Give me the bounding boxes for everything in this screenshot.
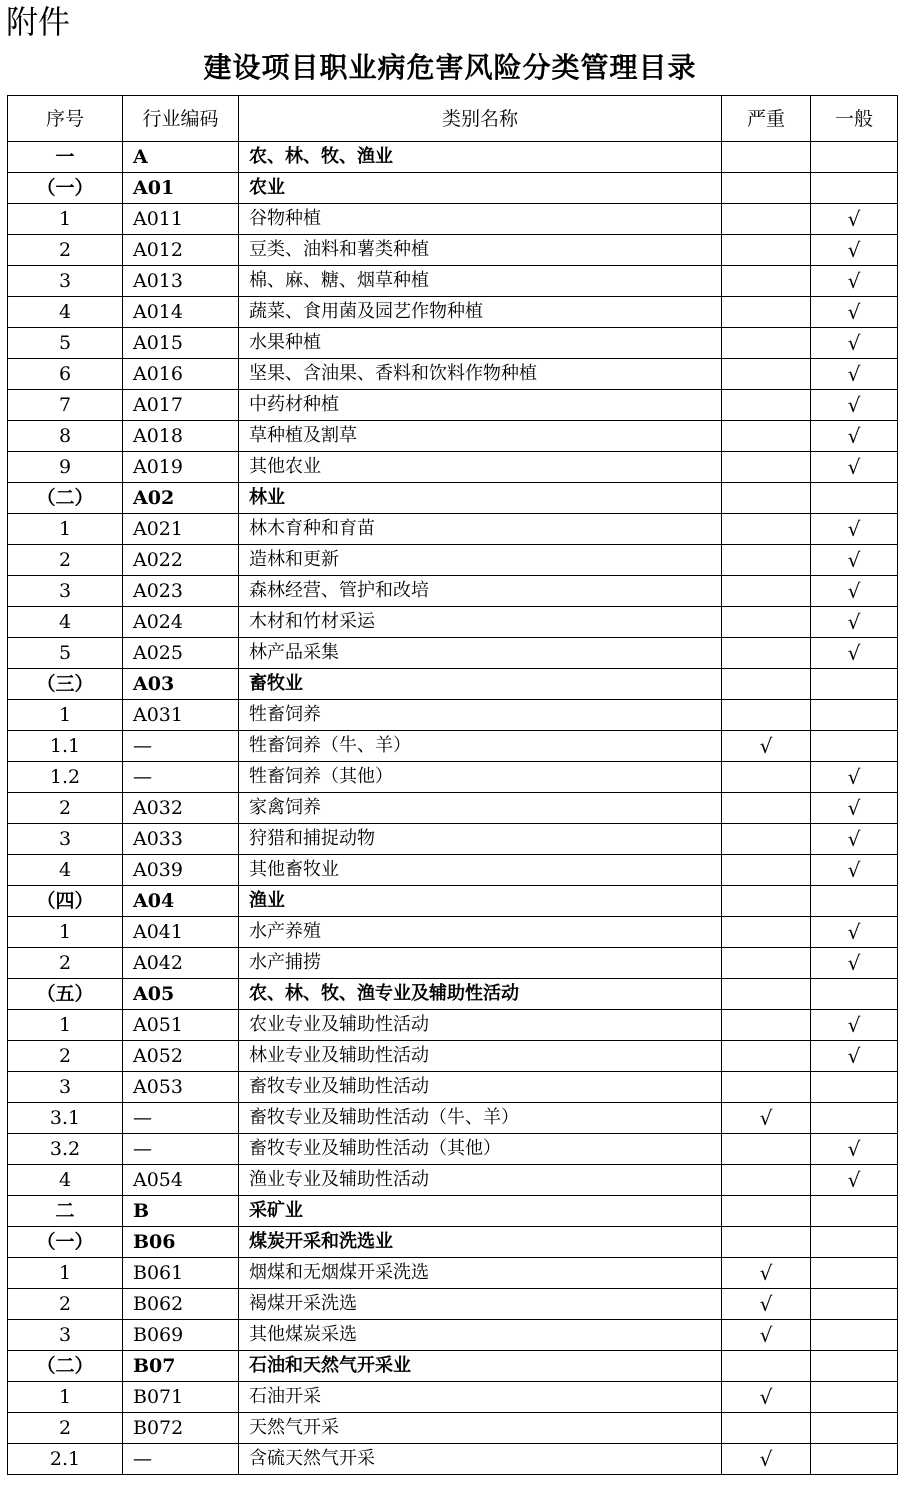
code-cell: A03 (123, 669, 239, 700)
serial-cell: 1.2 (8, 762, 123, 793)
code-cell: A039 (123, 855, 239, 886)
serial-cell: 2 (8, 235, 123, 266)
serial-cell: （四） (8, 886, 123, 917)
serial-cell: 1 (8, 700, 123, 731)
code-cell: A033 (123, 824, 239, 855)
severe-cell (722, 173, 811, 204)
table-row (8, 917, 898, 948)
table-row (8, 142, 898, 173)
table-row (8, 266, 898, 297)
name-cell: 林业 (239, 483, 722, 514)
table-row (8, 452, 898, 483)
code-cell: A (123, 142, 239, 173)
code-cell: A02 (123, 483, 239, 514)
serial-cell: 2 (8, 545, 123, 576)
table-row (8, 1165, 898, 1196)
code-cell: A054 (123, 1165, 239, 1196)
serial-cell: 8 (8, 421, 123, 452)
severe-cell (722, 886, 811, 917)
severe-cell (722, 235, 811, 266)
code-cell: A015 (123, 328, 239, 359)
general-cell: √ (811, 297, 898, 328)
table-row (8, 514, 898, 545)
table-row (8, 390, 898, 421)
name-cell: 其他农业 (239, 452, 722, 483)
severe-cell (722, 1196, 811, 1227)
table-row (8, 1227, 898, 1258)
name-cell: 牲畜饲养 (239, 700, 722, 731)
table-row (8, 1413, 898, 1444)
code-cell: B072 (123, 1413, 239, 1444)
general-cell: √ (811, 1041, 898, 1072)
table-row (8, 1289, 898, 1320)
serial-cell: 2.1 (8, 1444, 123, 1475)
serial-cell: 2 (8, 1413, 123, 1444)
general-cell: √ (811, 235, 898, 266)
severe-cell (722, 514, 811, 545)
table-row (8, 1134, 898, 1165)
severe-cell (722, 1041, 811, 1072)
severe-cell: √ (722, 1444, 811, 1475)
header-industry-code: 行业编码 (123, 96, 239, 142)
table-row (8, 824, 898, 855)
risk-catalog-table (7, 95, 898, 1475)
name-cell: 造林和更新 (239, 545, 722, 576)
serial-cell: （三） (8, 669, 123, 700)
table-row (8, 1351, 898, 1382)
code-cell: A053 (123, 1072, 239, 1103)
table-row (8, 173, 898, 204)
serial-cell: （二） (8, 483, 123, 514)
severe-cell (722, 452, 811, 483)
name-cell: 林业专业及辅助性活动 (239, 1041, 722, 1072)
name-cell: 水产捕捞 (239, 948, 722, 979)
severe-cell: √ (722, 1258, 811, 1289)
serial-cell: 5 (8, 638, 123, 669)
general-cell: √ (811, 328, 898, 359)
name-cell: 畜牧专业及辅助性活动（牛、羊） (239, 1103, 722, 1134)
serial-cell: 4 (8, 607, 123, 638)
severe-cell (722, 762, 811, 793)
serial-cell: 1 (8, 204, 123, 235)
name-cell: 坚果、含油果、香料和饮料作物种植 (239, 359, 722, 390)
code-cell: A05 (123, 979, 239, 1010)
table-row (8, 886, 898, 917)
code-cell: A022 (123, 545, 239, 576)
general-cell: √ (811, 855, 898, 886)
serial-cell: 9 (8, 452, 123, 483)
code-cell: A017 (123, 390, 239, 421)
general-cell (811, 979, 898, 1010)
name-cell: 其他畜牧业 (239, 855, 722, 886)
general-cell: √ (811, 948, 898, 979)
name-cell: 煤炭开采和洗选业 (239, 1227, 722, 1258)
severe-cell (722, 917, 811, 948)
serial-cell: 3 (8, 1320, 123, 1351)
severe-cell (722, 266, 811, 297)
code-cell: A018 (123, 421, 239, 452)
code-cell: B (123, 1196, 239, 1227)
severe-cell (722, 1072, 811, 1103)
severe-cell (722, 390, 811, 421)
severe-cell (722, 669, 811, 700)
severe-cell (722, 1351, 811, 1382)
severe-cell (722, 1010, 811, 1041)
table-row (8, 855, 898, 886)
table-body (8, 142, 898, 1475)
name-cell: 家禽饲养 (239, 793, 722, 824)
table-row (8, 793, 898, 824)
name-cell: 农业专业及辅助性活动 (239, 1010, 722, 1041)
code-cell: A025 (123, 638, 239, 669)
severe-cell (722, 793, 811, 824)
general-cell: √ (811, 266, 898, 297)
name-cell: 水产养殖 (239, 917, 722, 948)
serial-cell: 3.2 (8, 1134, 123, 1165)
general-cell: √ (811, 452, 898, 483)
code-cell: A013 (123, 266, 239, 297)
general-cell (811, 1444, 898, 1475)
name-cell: 石油和天然气开采业 (239, 1351, 722, 1382)
name-cell: 农业 (239, 173, 722, 204)
serial-cell: 二 (8, 1196, 123, 1227)
serial-cell: 4 (8, 1165, 123, 1196)
general-cell (811, 1382, 898, 1413)
serial-cell: 4 (8, 855, 123, 886)
serial-cell: 2 (8, 948, 123, 979)
general-cell (811, 1289, 898, 1320)
name-cell: 草种植及割草 (239, 421, 722, 452)
name-cell: 天然气开采 (239, 1413, 722, 1444)
general-cell (811, 886, 898, 917)
severe-cell: √ (722, 1103, 811, 1134)
serial-cell: 1 (8, 514, 123, 545)
table-row (8, 669, 898, 700)
code-cell: A021 (123, 514, 239, 545)
code-cell: — (123, 1444, 239, 1475)
severe-cell: √ (722, 1320, 811, 1351)
code-cell: A014 (123, 297, 239, 328)
table-row (8, 1382, 898, 1413)
serial-cell: 一 (8, 142, 123, 173)
name-cell: 狩猎和捕捉动物 (239, 824, 722, 855)
code-cell: — (123, 762, 239, 793)
name-cell: 畜牧专业及辅助性活动（其他） (239, 1134, 722, 1165)
serial-cell: 3.1 (8, 1103, 123, 1134)
serial-cell: 3 (8, 824, 123, 855)
serial-cell: 6 (8, 359, 123, 390)
table-row (8, 545, 898, 576)
name-cell: 牲畜饲养（牛、羊） (239, 731, 722, 762)
name-cell: 林产品采集 (239, 638, 722, 669)
name-cell: 森林经营、管护和改培 (239, 576, 722, 607)
name-cell: 豆类、油料和薯类种植 (239, 235, 722, 266)
table-row (8, 483, 898, 514)
table-row (8, 948, 898, 979)
serial-cell: 4 (8, 297, 123, 328)
table-row (8, 576, 898, 607)
code-cell: A024 (123, 607, 239, 638)
severe-cell (722, 855, 811, 886)
general-cell: √ (811, 607, 898, 638)
general-cell: √ (811, 514, 898, 545)
severe-cell (722, 948, 811, 979)
table-row (8, 1258, 898, 1289)
general-cell (811, 173, 898, 204)
code-cell: A011 (123, 204, 239, 235)
severe-cell (722, 204, 811, 235)
name-cell: 其他煤炭采选 (239, 1320, 722, 1351)
table-row (8, 762, 898, 793)
name-cell: 含硫天然气开采 (239, 1444, 722, 1475)
table-row (8, 359, 898, 390)
serial-cell: 5 (8, 328, 123, 359)
code-cell: B069 (123, 1320, 239, 1351)
severe-cell (722, 1134, 811, 1165)
general-cell: √ (811, 917, 898, 948)
general-cell: √ (811, 421, 898, 452)
severe-cell (722, 142, 811, 173)
code-cell: A012 (123, 235, 239, 266)
general-cell: √ (811, 762, 898, 793)
general-cell: √ (811, 793, 898, 824)
code-cell: — (123, 1103, 239, 1134)
severe-cell (722, 545, 811, 576)
table-row (8, 731, 898, 762)
table-row (8, 700, 898, 731)
general-cell (811, 669, 898, 700)
serial-cell: 7 (8, 390, 123, 421)
table-row (8, 204, 898, 235)
general-cell (811, 1258, 898, 1289)
severe-cell (722, 421, 811, 452)
code-cell: — (123, 1134, 239, 1165)
general-cell (811, 1227, 898, 1258)
code-cell: B061 (123, 1258, 239, 1289)
severe-cell (722, 297, 811, 328)
code-cell: A051 (123, 1010, 239, 1041)
serial-cell: 1 (8, 1010, 123, 1041)
general-cell: √ (811, 545, 898, 576)
page-title: 建设项目职业病危害风险分类管理目录 (203, 51, 697, 84)
name-cell: 农、林、牧、渔业 (239, 142, 722, 173)
general-cell (811, 1196, 898, 1227)
table-row (8, 607, 898, 638)
general-cell (811, 1103, 898, 1134)
severe-cell (722, 607, 811, 638)
table-row (8, 1041, 898, 1072)
name-cell: 采矿业 (239, 1196, 722, 1227)
header-serial-number: 序号 (8, 96, 123, 142)
table-row (8, 1196, 898, 1227)
code-cell: — (123, 731, 239, 762)
header-severe: 严重 (722, 96, 811, 142)
name-cell: 渔业专业及辅助性活动 (239, 1165, 722, 1196)
severe-cell: √ (722, 731, 811, 762)
table-row (8, 1320, 898, 1351)
name-cell: 牲畜饲养（其他） (239, 762, 722, 793)
code-cell: A019 (123, 452, 239, 483)
general-cell: √ (811, 204, 898, 235)
severe-cell (722, 700, 811, 731)
name-cell: 畜牧业 (239, 669, 722, 700)
severe-cell: √ (722, 1382, 811, 1413)
serial-cell: 2 (8, 1289, 123, 1320)
code-cell: A052 (123, 1041, 239, 1072)
header-category-name: 类别名称 (239, 96, 722, 142)
severe-cell (722, 824, 811, 855)
code-cell: A042 (123, 948, 239, 979)
name-cell: 石油开采 (239, 1382, 722, 1413)
name-cell: 中药材种植 (239, 390, 722, 421)
severe-cell (722, 638, 811, 669)
name-cell: 谷物种植 (239, 204, 722, 235)
name-cell: 农、林、牧、渔专业及辅助性活动 (239, 979, 722, 1010)
code-cell: A031 (123, 700, 239, 731)
name-cell: 渔业 (239, 886, 722, 917)
table-row (8, 297, 898, 328)
code-cell: A01 (123, 173, 239, 204)
severe-cell: √ (722, 1289, 811, 1320)
severe-cell (722, 483, 811, 514)
serial-cell: 2 (8, 793, 123, 824)
general-cell (811, 1320, 898, 1351)
name-cell: 烟煤和无烟煤开采洗选 (239, 1258, 722, 1289)
table-row (8, 235, 898, 266)
general-cell (811, 483, 898, 514)
table-row (8, 1010, 898, 1041)
general-cell: √ (811, 576, 898, 607)
severe-cell (722, 979, 811, 1010)
serial-cell: （二） (8, 1351, 123, 1382)
code-cell: A016 (123, 359, 239, 390)
name-cell: 褐煤开采洗选 (239, 1289, 722, 1320)
severe-cell (722, 328, 811, 359)
code-cell: B071 (123, 1382, 239, 1413)
table-row (8, 638, 898, 669)
general-cell: √ (811, 359, 898, 390)
severe-cell (722, 359, 811, 390)
table-row (8, 1103, 898, 1134)
serial-cell: 1 (8, 917, 123, 948)
serial-cell: 1.1 (8, 731, 123, 762)
header-general: 一般 (811, 96, 898, 142)
general-cell: √ (811, 390, 898, 421)
serial-cell: 1 (8, 1382, 123, 1413)
general-cell (811, 700, 898, 731)
general-cell: √ (811, 824, 898, 855)
general-cell (811, 1413, 898, 1444)
serial-cell: （一） (8, 173, 123, 204)
name-cell: 木材和竹材采运 (239, 607, 722, 638)
code-cell: A041 (123, 917, 239, 948)
serial-cell: （五） (8, 979, 123, 1010)
code-cell: A023 (123, 576, 239, 607)
name-cell: 水果种植 (239, 328, 722, 359)
general-cell (811, 1072, 898, 1103)
serial-cell: 3 (8, 266, 123, 297)
severe-cell (722, 576, 811, 607)
table-header-row (8, 96, 898, 142)
attachment-label: 附件 (6, 3, 71, 41)
general-cell: √ (811, 1165, 898, 1196)
name-cell: 畜牧专业及辅助性活动 (239, 1072, 722, 1103)
table-row (8, 1444, 898, 1475)
general-cell: √ (811, 1010, 898, 1041)
serial-cell: 2 (8, 1041, 123, 1072)
general-cell (811, 731, 898, 762)
general-cell: √ (811, 1134, 898, 1165)
severe-cell (722, 1227, 811, 1258)
name-cell: 棉、麻、糖、烟草种植 (239, 266, 722, 297)
code-cell: B062 (123, 1289, 239, 1320)
code-cell: A032 (123, 793, 239, 824)
table-row (8, 328, 898, 359)
general-cell: √ (811, 638, 898, 669)
table-row (8, 1072, 898, 1103)
general-cell (811, 1351, 898, 1382)
table-row (8, 979, 898, 1010)
code-cell: B06 (123, 1227, 239, 1258)
severe-cell (722, 1165, 811, 1196)
name-cell: 林木育种和育苗 (239, 514, 722, 545)
code-cell: B07 (123, 1351, 239, 1382)
severe-cell (722, 1413, 811, 1444)
serial-cell: 1 (8, 1258, 123, 1289)
serial-cell: （一） (8, 1227, 123, 1258)
serial-cell: 3 (8, 1072, 123, 1103)
general-cell (811, 142, 898, 173)
name-cell: 蔬菜、食用菌及园艺作物种植 (239, 297, 722, 328)
table-row (8, 421, 898, 452)
serial-cell: 3 (8, 576, 123, 607)
code-cell: A04 (123, 886, 239, 917)
